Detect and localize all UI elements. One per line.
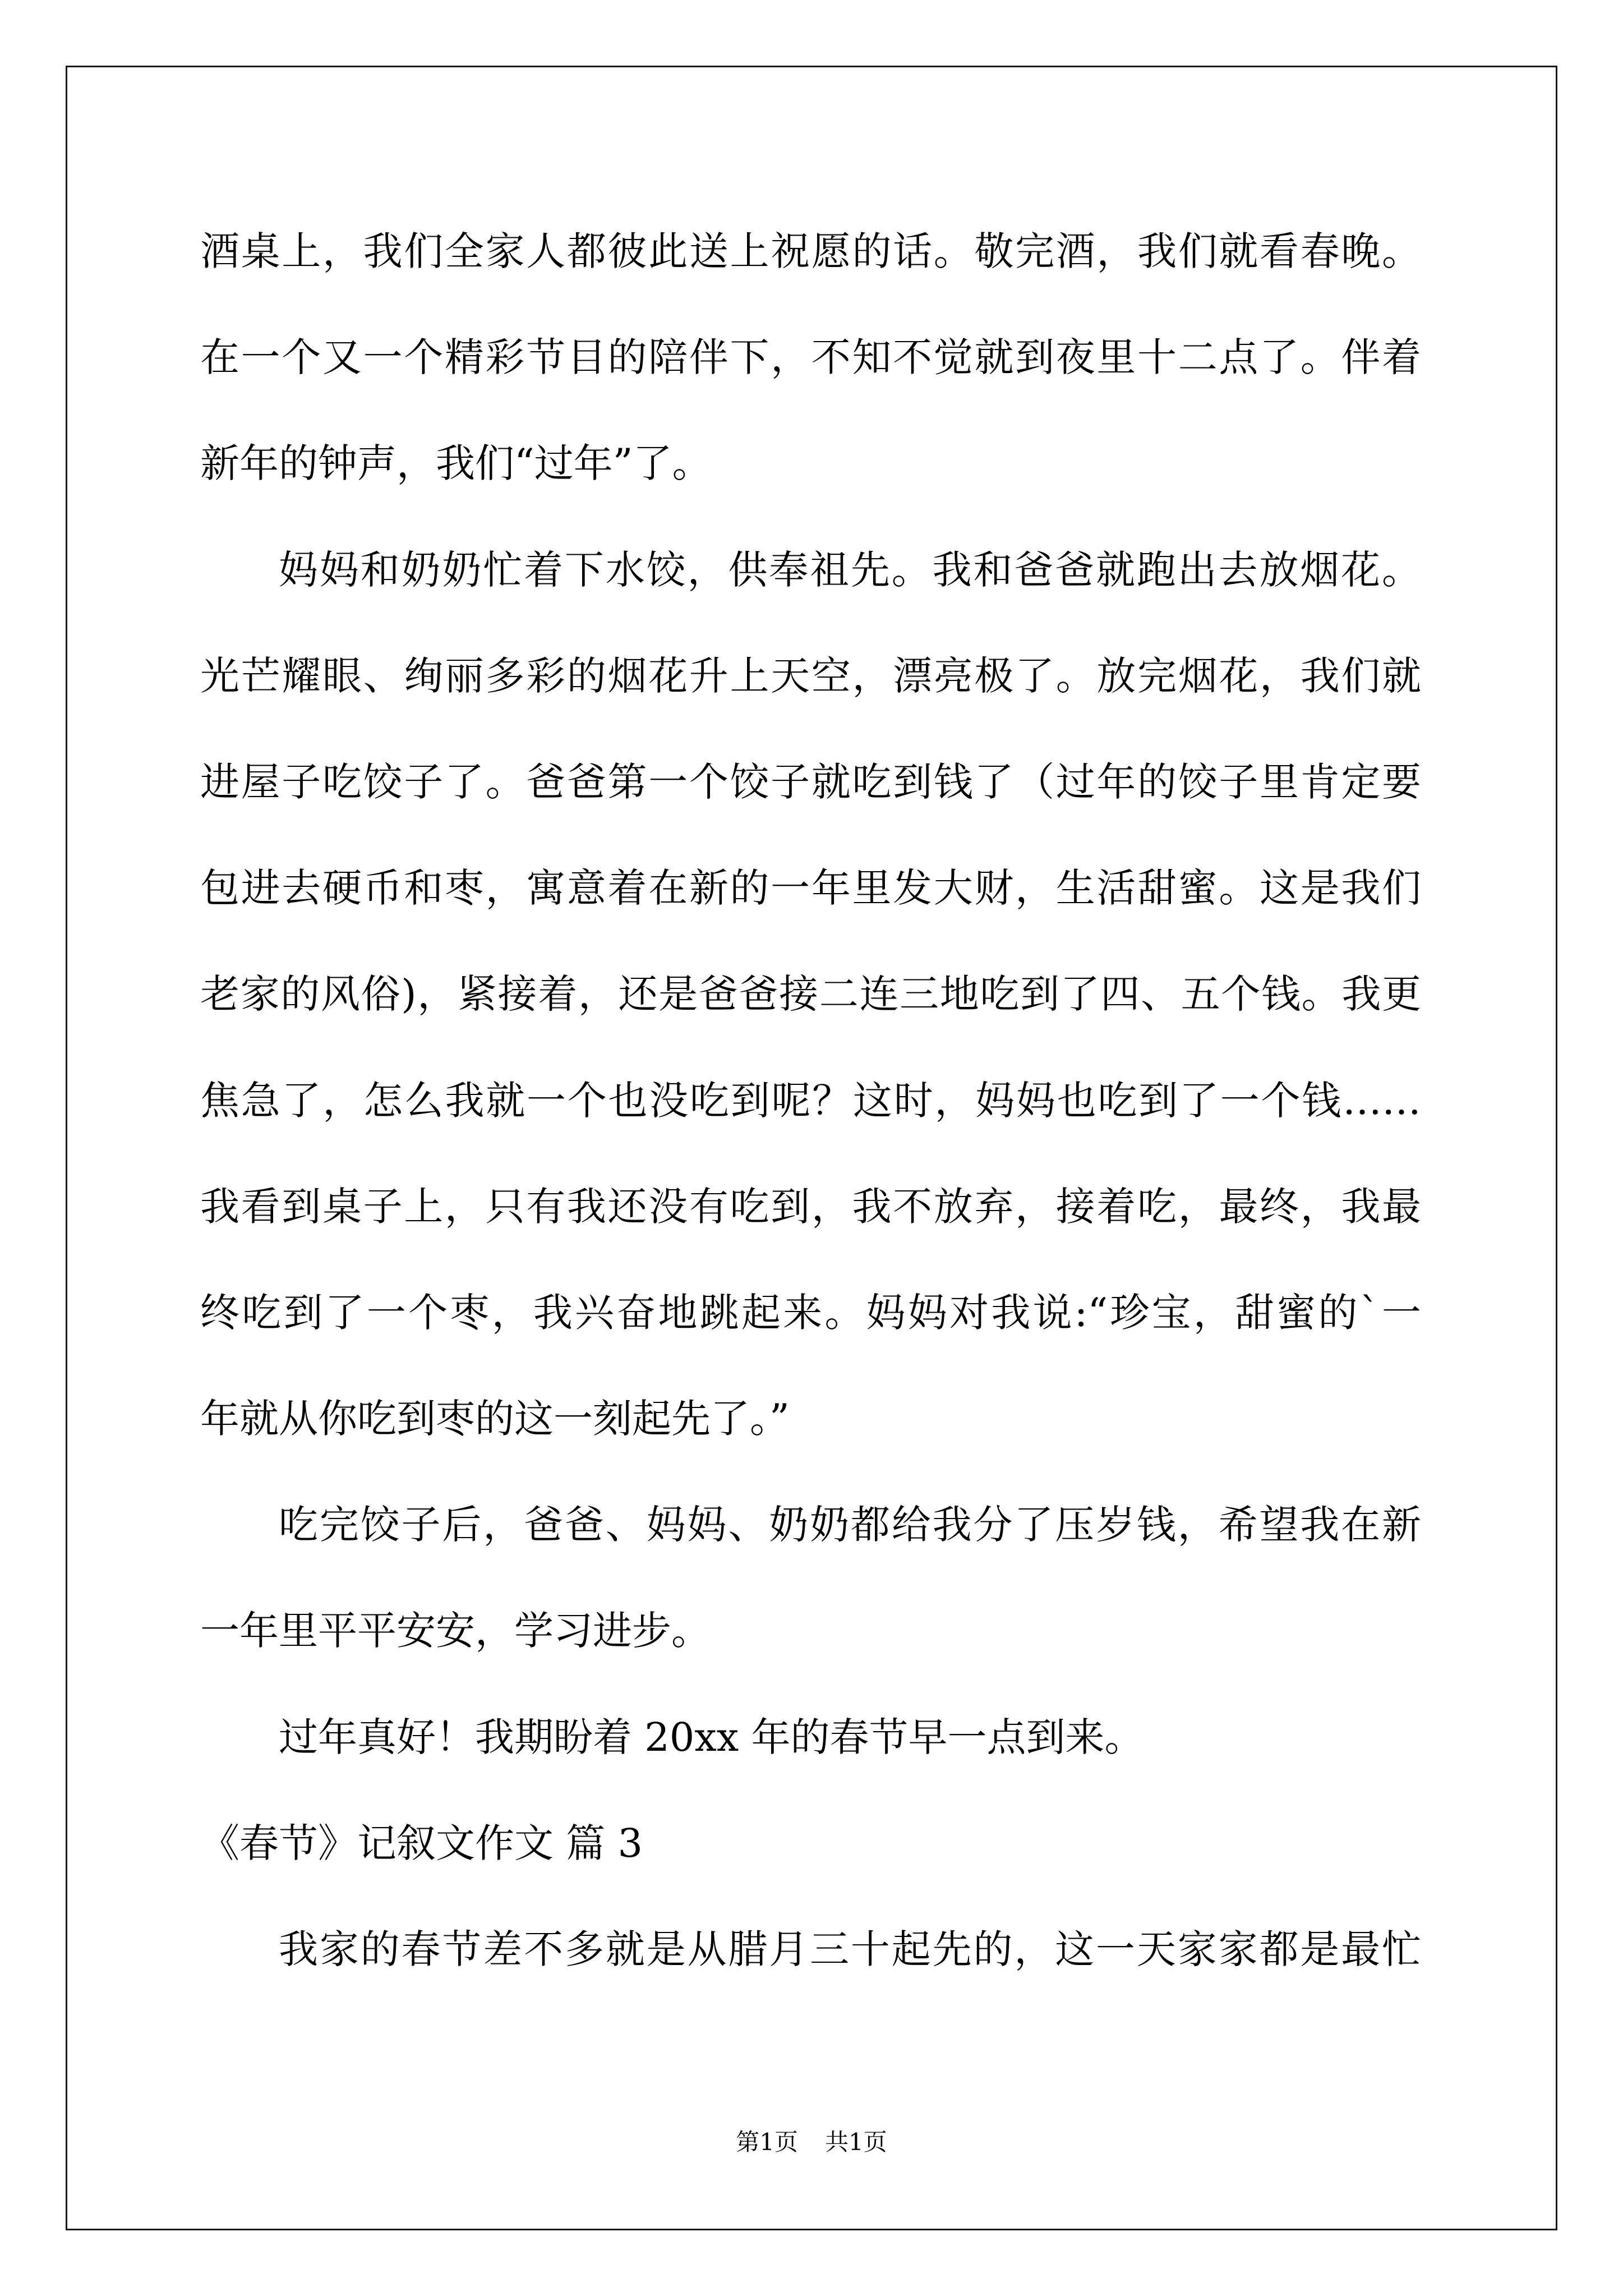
text-line: 过年真好！我期盼着 20xx 年的春节早一点到来。 xyxy=(279,1714,1144,1760)
text-line: 进屋子吃饺子了。爸爸第一个饺子就吃到钱了（过年的饺子里肯定要 xyxy=(200,758,1421,805)
paragraph xyxy=(200,1685,1421,1791)
page-number: 第1页 xyxy=(736,2128,798,2156)
page-footer xyxy=(0,2125,1623,2159)
text-line: 光芒耀眼、绚丽多彩的烟花升上天空，漂亮极了。放完烟花，我们就 xyxy=(200,652,1421,699)
text-line: 包进去硬币和枣，寓意着在新的一年里发大财，生活甜蜜。这是我们 xyxy=(200,865,1421,912)
text-line: 终吃到了一个枣，我兴奋地跳起来。妈妈对我说:“珍宝，甜蜜的`一 xyxy=(200,1289,1421,1336)
text-line: 吃完饺子后，爸爸、妈妈、奶奶都给我分了压岁钱，希望我在新 xyxy=(279,1502,1421,1548)
section-heading: 《春节》记叙文作文 篇 3 xyxy=(200,1820,643,1866)
total-pages: 共1页 xyxy=(825,2128,887,2156)
paragraph xyxy=(200,1897,1421,2003)
paragraph xyxy=(200,517,1421,1473)
document-body xyxy=(200,199,1421,2003)
paragraph xyxy=(200,199,1421,517)
text-line: 酒桌上，我们全家人都彼此送上祝愿的话。敬完酒，我们就看春晚。 xyxy=(200,228,1421,274)
paragraph xyxy=(200,1472,1421,1684)
text-line: 一年里平平安安，学习进步。 xyxy=(200,1608,711,1654)
text-line: 老家的风俗)，紧接着，还是爸爸接二连三地吃到了四、五个钱。我更 xyxy=(200,971,1421,1018)
text-line: 新年的钟声，我们“过年”了。 xyxy=(200,440,712,487)
text-line: 在一个又一个精彩节目的陪伴下，不知不觉就到夜里十二点了。伴着 xyxy=(200,334,1421,381)
text-line: 我家的春节差不多就是从腊月三十起先的，这一天家家都是最忙 xyxy=(279,1926,1421,1972)
text-line: 妈妈和奶奶忙着下水饺，供奉祖先。我和爸爸就跑出去放烟花。 xyxy=(279,546,1421,593)
text-line: 我看到桌子上，只有我还没有吃到，我不放弃，接着吃，最终，我最 xyxy=(200,1183,1421,1230)
text-line: 年就从你吃到枣的这一刻起先了。” xyxy=(200,1396,790,1442)
text-line: 焦急了，怎么我就一个也没吃到呢？这时，妈妈也吃到了一个钱…… xyxy=(200,1077,1421,1124)
